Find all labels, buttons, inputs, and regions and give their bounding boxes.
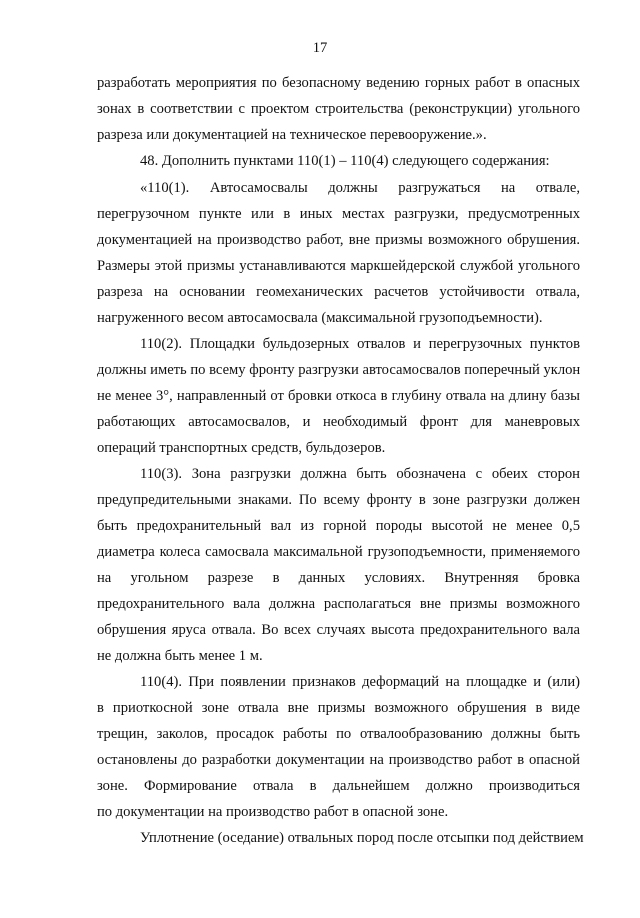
- text-line: по документации на производство работ в опасной зоне.: [97, 804, 449, 820]
- text-line: предупредительными знаками. По всему фронту в зоне разгрузки должен: [97, 492, 580, 508]
- text-line: 48. Дополнить пунктами 110(1) – 110(4) следующего содержания:: [140, 153, 550, 169]
- text-line: трещин, заколов, просадок работы по отвалообразованию должны быть: [97, 726, 580, 742]
- text-line: перегрузочном пункте или в иных местах разгрузки, предусмотренных: [97, 206, 580, 222]
- text-line: в приоткосной зоне отвала вне призмы возможного обрушения в виде: [97, 700, 580, 716]
- text-line: 110(4). При появлении признаков деформаций на площадке и (или): [140, 674, 580, 690]
- text-line: быть предохранительный вал из горной породы высотой не менее 0,5: [97, 518, 580, 534]
- text-line: работающих автосамосвалов, и необходимый фронт для маневровых: [97, 414, 580, 430]
- page-number: 17: [312, 40, 328, 56]
- text-line: операций транспортных средств, бульдозеров.: [97, 440, 386, 456]
- text-line: должны иметь по всему фронту разгрузки автосамосвалов поперечный уклон: [97, 362, 581, 378]
- text-line: нагруженного весом автосамосвала (максимальной грузоподъемности).: [97, 310, 543, 326]
- text-line: зонах в соответствии с проектом строительства (реконструкции) угольного: [97, 101, 580, 117]
- text-line: не должна быть менее 1 м.: [97, 648, 263, 664]
- text-line: остановлены до разработки документации на производство работ в опасной: [97, 752, 580, 768]
- text-line: предохранительного вала должна располагаться вне призмы возможного: [97, 596, 580, 612]
- text-line: диаметра колеса самосвала максимальной грузоподъемности, применяемого: [97, 544, 580, 560]
- text-line: документацией на производство работ, вне призмы возможного обрушения.: [97, 232, 580, 248]
- text-line: разработать мероприятия по безопасному ведению горных работ в опасных: [97, 75, 580, 91]
- text-line: обрушения яруса отвала. Во всех случаях высота предохранительного вала: [97, 622, 580, 638]
- text-line: 110(2). Площадки бульдозерных отвалов и перегрузочных пунктов: [140, 336, 580, 352]
- text-line: 110(3). Зона разгрузки должна быть обозначена с обеих сторон: [140, 466, 580, 482]
- text-line: не менее 3°, направленный от бровки откоса в глубину отвала на длину базы: [97, 388, 580, 404]
- text-line: зоне. Формирование отвала в дальнейшем должно производиться: [97, 778, 580, 794]
- text-line: разреза на основании геомеханических расчетов устойчивости отвала,: [97, 284, 580, 300]
- text-line: на угольном разрезе в данных условиях. Внутренняя бровка: [97, 570, 580, 586]
- text-line: Уплотнение (оседание) отвальных пород после отсыпки под действием: [140, 830, 584, 846]
- text-line: «110(1). Автосамосвалы должны разгружаться на отвале,: [140, 180, 580, 196]
- text-line: разреза или документацией на техническое перевооружение.».: [97, 127, 487, 143]
- text-line: Размеры этой призмы устанавливаются маркшейдерской службой угольного: [97, 258, 580, 274]
